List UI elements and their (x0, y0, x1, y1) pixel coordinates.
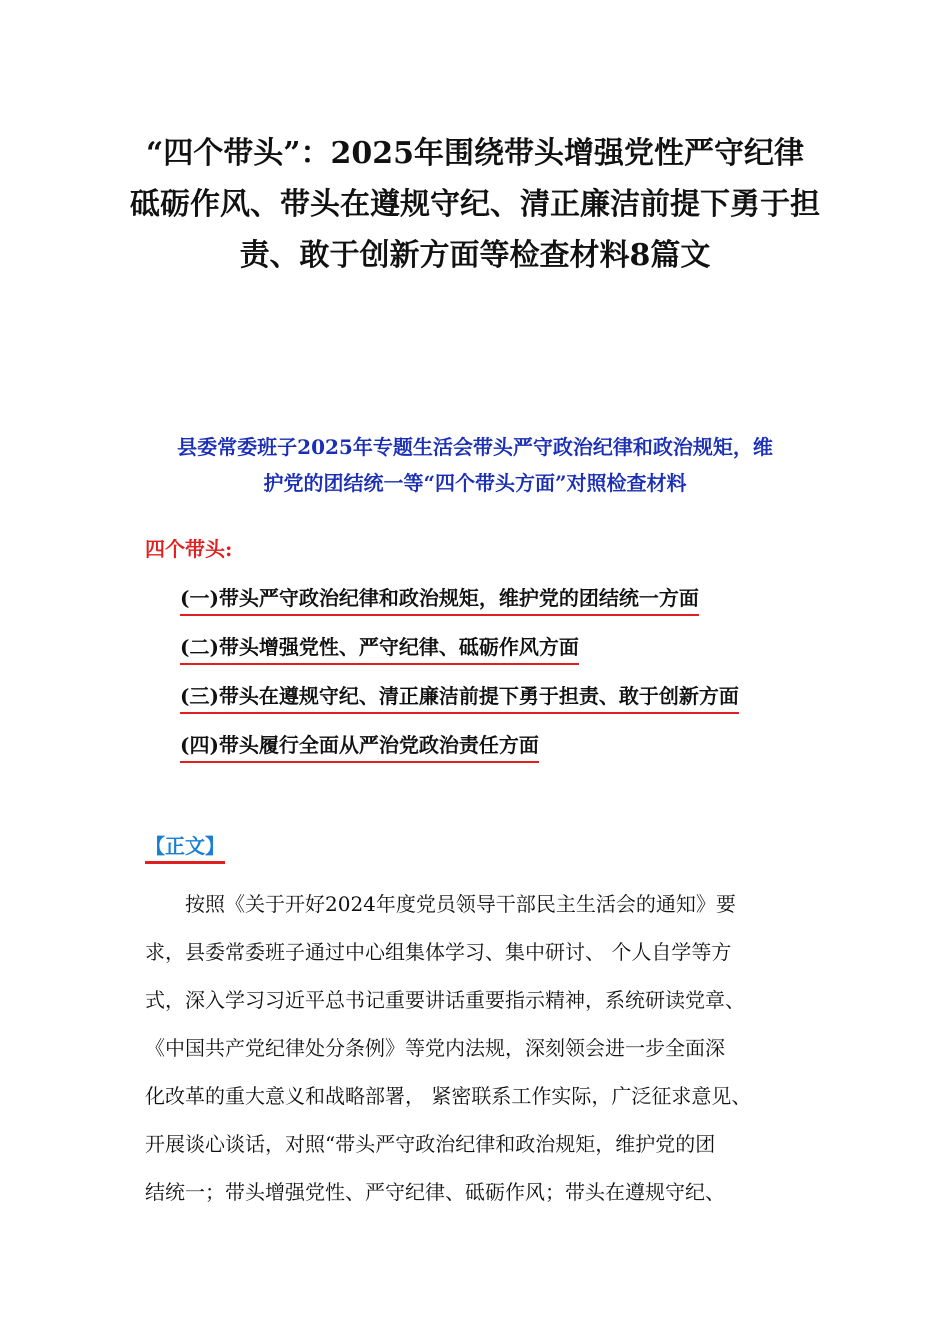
heads-label: 四个带头: (145, 537, 233, 561)
body-line: 求，县委常委班子通过中心组集体学习、集中研讨、 个人自学等方 (145, 940, 732, 964)
document-title (60, 128, 890, 281)
heads-item: (一)带头严守政治纪律和政治规矩，维护党的团结统一方面 (180, 583, 699, 616)
section-label: 【正文】 (145, 831, 225, 864)
body-line: 式，深入学习习近平总书记重要讲话重要指示精神，系统研读党章、 (145, 988, 745, 1012)
body-line: 《中国共产党纪律处分条例》等党内法规，深刻领会进一步全面深 (145, 1036, 725, 1060)
body-line: 开展谈心谈话，对照“带头严守政治纪律和政治规矩，维护党的团 (145, 1132, 716, 1156)
title-line: “四个带头”：2025年围绕带头增强党性严守纪律 (145, 136, 804, 171)
body-paragraph (145, 880, 817, 1216)
document-subtitle (80, 429, 870, 501)
body-line: 化改革的重大意义和战略部署， 紧密联系工作实际，广泛征求意见、 (145, 1084, 752, 1108)
heads-list (180, 583, 739, 779)
heads-item: (三)带头在遵规守纪、清正廉洁前提下勇于担责、敢于创新方面 (180, 681, 739, 714)
subtitle-line: 县委常委班子2025年专题生活会带头严守政治纪律和政治规矩，维 (177, 435, 773, 459)
body-line: 结统一；带头增强党性、严守纪律、砥砺作风；带头在遵规守纪、 (145, 1180, 725, 1204)
heads-item: (四)带头履行全面从严治党政治责任方面 (180, 730, 539, 763)
subtitle-line: 护党的团结统一等“四个带头方面”对照检查材料 (263, 471, 687, 495)
body-line: 按照《关于开好2024年度党员领导干部民主生活会的通知》要 (145, 892, 736, 916)
heads-item: (二)带头增强党性、严守纪律、砥砺作风方面 (180, 632, 579, 665)
title-line: 责、敢于创新方面等检查材料8篇文 (239, 238, 711, 273)
title-line: 砥砺作风、带头在遵规守纪、清正廉洁前提下勇于担 (130, 187, 820, 222)
